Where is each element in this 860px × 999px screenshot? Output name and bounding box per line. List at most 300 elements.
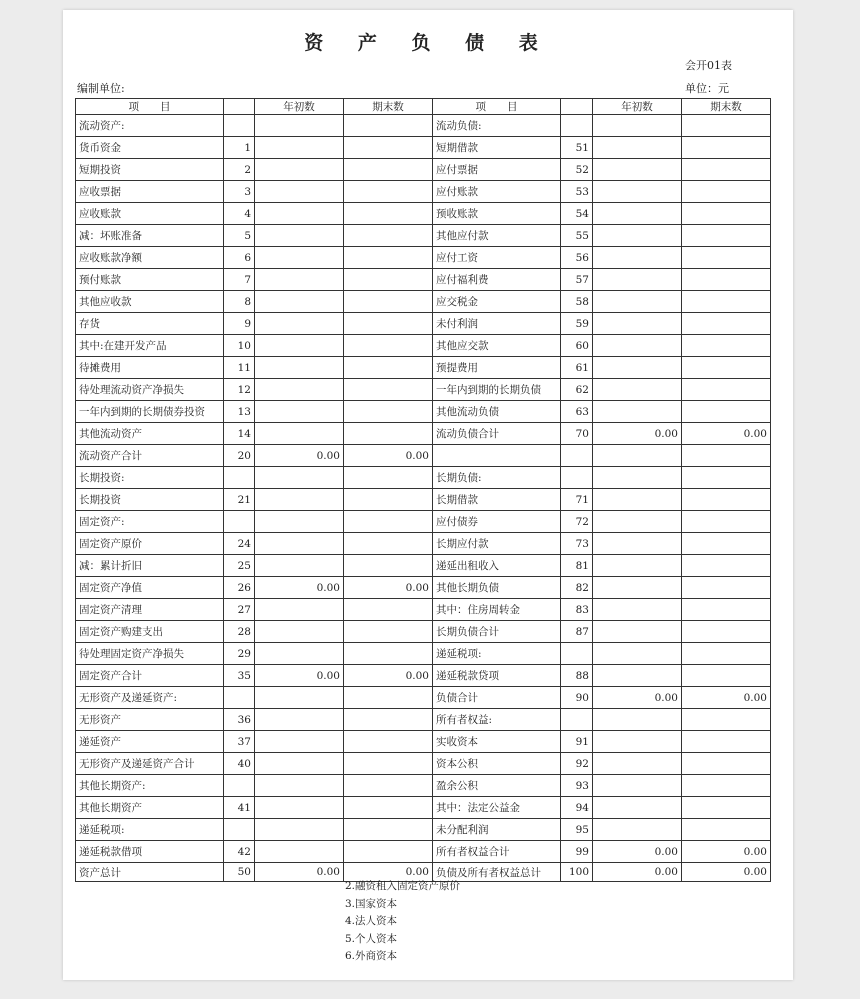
left-begin-amount-cell <box>255 797 344 819</box>
right-begin-amount-cell <box>593 555 682 577</box>
left-item-cell: 流动资产: <box>76 115 224 137</box>
left-item-cell: 一年内到期的长期债券投资 <box>76 401 224 423</box>
left-item-cell: 预付账款 <box>76 269 224 291</box>
left-item-cell: 其他流动资产 <box>76 423 224 445</box>
left-begin-amount-cell <box>255 489 344 511</box>
right-begin-amount-cell <box>593 247 682 269</box>
right-end-amount-cell <box>682 731 771 753</box>
right-end-amount-cell <box>682 247 771 269</box>
left-end-amount-cell <box>344 489 433 511</box>
left-item-cell: 其他应收款 <box>76 291 224 313</box>
left-end-amount-cell: 0.00 <box>344 863 433 882</box>
table-row <box>76 709 771 731</box>
left-line-no-cell: 9 <box>224 313 255 335</box>
left-item-cell: 减：坏账准备 <box>76 225 224 247</box>
right-begin-amount-cell: 0.00 <box>593 841 682 863</box>
form-number: 会开01表 <box>685 59 732 72</box>
left-line-no-cell: 25 <box>224 555 255 577</box>
left-item-cell: 固定资产合计 <box>76 665 224 687</box>
left-end-amount-cell: 0.00 <box>344 445 433 467</box>
right-item-cell: 应付福利费 <box>433 269 561 291</box>
right-end-amount-cell <box>682 709 771 731</box>
left-line-no-cell: 4 <box>224 203 255 225</box>
left-line-no-cell: 29 <box>224 643 255 665</box>
right-end-amount-cell <box>682 313 771 335</box>
left-item-cell: 待摊费用 <box>76 357 224 379</box>
left-line-no-cell: 42 <box>224 841 255 863</box>
left-item-cell: 长期投资 <box>76 489 224 511</box>
left-end-amount-cell <box>344 797 433 819</box>
right-begin-amount-cell <box>593 665 682 687</box>
right-begin-amount-cell <box>593 401 682 423</box>
note-line: 6.外商资本 <box>345 950 398 963</box>
left-item-cell: 固定资产: <box>76 511 224 533</box>
left-item-cell: 短期投资 <box>76 159 224 181</box>
right-item-cell: 应付工资 <box>433 247 561 269</box>
left-line-no-cell: 5 <box>224 225 255 247</box>
right-item-cell: 流动负债合计 <box>433 423 561 445</box>
right-end-amount-cell <box>682 181 771 203</box>
left-item-cell: 流动资产合计 <box>76 445 224 467</box>
table-row <box>76 621 771 643</box>
right-begin-amount-cell <box>593 379 682 401</box>
right-begin-amount-cell <box>593 775 682 797</box>
left-end-amount-cell <box>344 247 433 269</box>
table-row <box>76 137 771 159</box>
right-item-cell: 长期负债合计 <box>433 621 561 643</box>
left-begin-amount-cell <box>255 511 344 533</box>
right-end-amount-cell <box>682 797 771 819</box>
left-end-amount-cell <box>344 203 433 225</box>
table-row <box>76 555 771 577</box>
left-begin-amount-cell <box>255 137 344 159</box>
left-end-amount-cell <box>344 467 433 489</box>
left-begin-amount-cell <box>255 181 344 203</box>
right-begin-amount-cell <box>593 731 682 753</box>
left-end-amount-cell <box>344 753 433 775</box>
table-row <box>76 775 771 797</box>
right-begin-amount-cell <box>593 335 682 357</box>
table-row <box>76 665 771 687</box>
right-line-no-cell: 58 <box>561 291 593 313</box>
left-begin-amount-cell <box>255 115 344 137</box>
left-item-cell: 应收账款净额 <box>76 247 224 269</box>
left-end-amount-cell <box>344 511 433 533</box>
header-right-line <box>561 99 593 115</box>
table-row <box>76 379 771 401</box>
left-end-amount-cell <box>344 225 433 247</box>
left-begin-amount-cell <box>255 687 344 709</box>
right-line-no-cell: 93 <box>561 775 593 797</box>
header-right-item: 项 目 <box>433 99 561 115</box>
left-line-no-cell <box>224 511 255 533</box>
left-end-amount-cell: 0.00 <box>344 577 433 599</box>
note-line: 2.融资租入固定资产原价 <box>345 880 461 892</box>
balance-sheet-page <box>63 10 793 980</box>
table-row <box>76 643 771 665</box>
table-row <box>76 819 771 841</box>
right-end-amount-cell <box>682 511 771 533</box>
left-end-amount-cell <box>344 269 433 291</box>
right-end-amount-cell <box>682 225 771 247</box>
right-item-cell: 短期借款 <box>433 137 561 159</box>
right-begin-amount-cell <box>593 269 682 291</box>
left-line-no-cell: 2 <box>224 159 255 181</box>
left-begin-amount-cell <box>255 841 344 863</box>
table-row <box>76 533 771 555</box>
right-item-cell: 负债及所有者权益总计 <box>433 863 561 882</box>
right-end-amount-cell <box>682 665 771 687</box>
right-line-no-cell: 99 <box>561 841 593 863</box>
left-line-no-cell: 1 <box>224 137 255 159</box>
right-item-cell: 其中：住房周转金 <box>433 599 561 621</box>
right-end-amount-cell <box>682 753 771 775</box>
table-row <box>76 445 771 467</box>
right-end-amount-cell: 0.00 <box>682 863 771 882</box>
left-end-amount-cell <box>344 643 433 665</box>
left-line-no-cell: 14 <box>224 423 255 445</box>
table-row <box>76 313 771 335</box>
right-item-cell: 预提费用 <box>433 357 561 379</box>
right-item-cell: 一年内到期的长期负债 <box>433 379 561 401</box>
right-item-cell: 未付利润 <box>433 313 561 335</box>
right-begin-amount-cell <box>593 709 682 731</box>
left-begin-amount-cell: 0.00 <box>255 863 344 882</box>
left-end-amount-cell: 0.00 <box>344 665 433 687</box>
right-line-no-cell: 87 <box>561 621 593 643</box>
left-line-no-cell <box>224 819 255 841</box>
right-begin-amount-cell: 0.00 <box>593 863 682 882</box>
left-end-amount-cell <box>344 533 433 555</box>
right-line-no-cell: 82 <box>561 577 593 599</box>
right-line-no-cell: 88 <box>561 665 593 687</box>
right-item-cell: 负债合计 <box>433 687 561 709</box>
right-item-cell: 递延税项: <box>433 643 561 665</box>
left-line-no-cell <box>224 115 255 137</box>
left-item-cell: 固定资产净值 <box>76 577 224 599</box>
right-line-no-cell: 71 <box>561 489 593 511</box>
left-item-cell: 无形资产 <box>76 709 224 731</box>
right-item-cell: 盈余公积 <box>433 775 561 797</box>
right-begin-amount-cell <box>593 225 682 247</box>
right-line-no-cell: 92 <box>561 753 593 775</box>
left-begin-amount-cell <box>255 731 344 753</box>
left-item-cell: 其中:在建开发产品 <box>76 335 224 357</box>
right-begin-amount-cell <box>593 467 682 489</box>
left-item-cell: 应收票据 <box>76 181 224 203</box>
left-line-no-cell: 24 <box>224 533 255 555</box>
left-line-no-cell: 13 <box>224 401 255 423</box>
right-end-amount-cell <box>682 291 771 313</box>
left-line-no-cell: 7 <box>224 269 255 291</box>
right-item-cell: 递延出租收入 <box>433 555 561 577</box>
table-row <box>76 203 771 225</box>
right-begin-amount-cell <box>593 621 682 643</box>
right-begin-amount-cell <box>593 577 682 599</box>
left-line-no-cell: 11 <box>224 357 255 379</box>
left-item-cell: 无形资产及递延资产: <box>76 687 224 709</box>
right-line-no-cell: 63 <box>561 401 593 423</box>
right-begin-amount-cell <box>593 115 682 137</box>
left-begin-amount-cell <box>255 401 344 423</box>
left-line-no-cell <box>224 687 255 709</box>
right-line-no-cell: 90 <box>561 687 593 709</box>
left-begin-amount-cell <box>255 709 344 731</box>
left-end-amount-cell <box>344 819 433 841</box>
left-end-amount-cell <box>344 687 433 709</box>
header-left-item: 项 目 <box>76 99 224 115</box>
right-begin-amount-cell <box>593 203 682 225</box>
right-item-cell: 递延税款贷项 <box>433 665 561 687</box>
left-begin-amount-cell <box>255 555 344 577</box>
left-begin-amount-cell <box>255 313 344 335</box>
right-end-amount-cell <box>682 379 771 401</box>
left-line-no-cell: 21 <box>224 489 255 511</box>
left-line-no-cell: 36 <box>224 709 255 731</box>
left-end-amount-cell <box>344 621 433 643</box>
right-end-amount-cell <box>682 577 771 599</box>
left-begin-amount-cell <box>255 225 344 247</box>
right-item-cell: 应交税金 <box>433 291 561 313</box>
header-right-begin: 年初数 <box>593 99 682 115</box>
left-item-cell: 应收账款 <box>76 203 224 225</box>
right-end-amount-cell <box>682 335 771 357</box>
left-end-amount-cell <box>344 555 433 577</box>
table-row <box>76 159 771 181</box>
left-item-cell: 货币资金 <box>76 137 224 159</box>
left-item-cell: 存货 <box>76 313 224 335</box>
right-line-no-cell <box>561 643 593 665</box>
right-item-cell: 其他长期负债 <box>433 577 561 599</box>
right-line-no-cell <box>561 709 593 731</box>
right-line-no-cell: 72 <box>561 511 593 533</box>
left-item-cell: 无形资产及递延资产合计 <box>76 753 224 775</box>
left-begin-amount-cell: 0.00 <box>255 665 344 687</box>
right-item-cell: 长期负债: <box>433 467 561 489</box>
header-left-begin: 年初数 <box>255 99 344 115</box>
left-item-cell: 其他长期资产 <box>76 797 224 819</box>
left-line-no-cell: 50 <box>224 863 255 882</box>
table-row <box>76 269 771 291</box>
left-end-amount-cell <box>344 335 433 357</box>
left-end-amount-cell <box>344 357 433 379</box>
left-end-amount-cell <box>344 775 433 797</box>
right-end-amount-cell <box>682 203 771 225</box>
right-item-cell <box>433 445 561 467</box>
right-end-amount-cell <box>682 533 771 555</box>
table-row <box>76 599 771 621</box>
table-row <box>76 753 771 775</box>
left-end-amount-cell <box>344 423 433 445</box>
right-end-amount-cell <box>682 445 771 467</box>
right-begin-amount-cell <box>593 533 682 555</box>
table-row <box>76 423 771 445</box>
right-item-cell: 应付债券 <box>433 511 561 533</box>
right-line-no-cell: 61 <box>561 357 593 379</box>
left-line-no-cell <box>224 467 255 489</box>
left-item-cell: 长期投资: <box>76 467 224 489</box>
right-end-amount-cell <box>682 357 771 379</box>
left-line-no-cell: 27 <box>224 599 255 621</box>
right-line-no-cell: 54 <box>561 203 593 225</box>
left-begin-amount-cell <box>255 621 344 643</box>
right-begin-amount-cell <box>593 643 682 665</box>
supplementary-notes <box>345 878 460 966</box>
left-begin-amount-cell <box>255 335 344 357</box>
left-begin-amount-cell <box>255 247 344 269</box>
right-end-amount-cell <box>682 115 771 137</box>
left-line-no-cell: 35 <box>224 665 255 687</box>
right-item-cell: 其他应交款 <box>433 335 561 357</box>
table-row <box>76 489 771 511</box>
header-left-end: 期末数 <box>344 99 433 115</box>
right-item-cell: 流动负债: <box>433 115 561 137</box>
note-line: 4.法人资本 <box>345 915 398 928</box>
left-begin-amount-cell <box>255 643 344 665</box>
table-body <box>76 115 771 882</box>
right-end-amount-cell <box>682 643 771 665</box>
left-item-cell: 减：累计折旧 <box>76 555 224 577</box>
left-begin-amount-cell <box>255 357 344 379</box>
left-begin-amount-cell <box>255 203 344 225</box>
right-line-no-cell: 55 <box>561 225 593 247</box>
right-begin-amount-cell <box>593 357 682 379</box>
right-begin-amount-cell <box>593 753 682 775</box>
table-row <box>76 797 771 819</box>
left-item-cell: 递延资产 <box>76 731 224 753</box>
left-line-no-cell: 3 <box>224 181 255 203</box>
right-item-cell: 应付账款 <box>433 181 561 203</box>
left-line-no-cell: 37 <box>224 731 255 753</box>
right-item-cell: 长期应付款 <box>433 533 561 555</box>
right-end-amount-cell: 0.00 <box>682 687 771 709</box>
left-begin-amount-cell <box>255 599 344 621</box>
right-end-amount-cell <box>682 621 771 643</box>
left-end-amount-cell <box>344 379 433 401</box>
left-end-amount-cell <box>344 137 433 159</box>
left-item-cell: 资产总计 <box>76 863 224 882</box>
currency-unit: 单位：元 <box>685 82 729 95</box>
right-line-no-cell: 53 <box>561 181 593 203</box>
table-row <box>76 511 771 533</box>
right-end-amount-cell: 0.00 <box>682 841 771 863</box>
right-end-amount-cell <box>682 401 771 423</box>
balance-sheet-table <box>75 98 771 882</box>
right-item-cell: 所有者权益合计 <box>433 841 561 863</box>
right-item-cell: 长期借款 <box>433 489 561 511</box>
left-line-no-cell <box>224 775 255 797</box>
right-line-no-cell: 94 <box>561 797 593 819</box>
table-row <box>76 841 771 863</box>
right-begin-amount-cell <box>593 137 682 159</box>
right-end-amount-cell <box>682 269 771 291</box>
left-end-amount-cell <box>344 159 433 181</box>
table-row <box>76 731 771 753</box>
right-begin-amount-cell <box>593 797 682 819</box>
right-begin-amount-cell <box>593 313 682 335</box>
right-line-no-cell: 81 <box>561 555 593 577</box>
table-row <box>76 225 771 247</box>
right-begin-amount-cell <box>593 599 682 621</box>
left-end-amount-cell <box>344 731 433 753</box>
left-begin-amount-cell <box>255 269 344 291</box>
left-line-no-cell: 28 <box>224 621 255 643</box>
table-row <box>76 335 771 357</box>
right-item-cell: 其中：法定公益金 <box>433 797 561 819</box>
left-end-amount-cell <box>344 313 433 335</box>
right-item-cell: 应付票据 <box>433 159 561 181</box>
left-line-no-cell: 8 <box>224 291 255 313</box>
right-line-no-cell: 59 <box>561 313 593 335</box>
right-line-no-cell: 91 <box>561 731 593 753</box>
prepared-by-label: 编制单位: <box>77 82 125 95</box>
page-title: 资 产 负 债 表 <box>304 32 552 54</box>
left-begin-amount-cell: 0.00 <box>255 577 344 599</box>
left-begin-amount-cell <box>255 819 344 841</box>
left-line-no-cell: 20 <box>224 445 255 467</box>
right-begin-amount-cell: 0.00 <box>593 423 682 445</box>
left-end-amount-cell <box>344 181 433 203</box>
right-begin-amount-cell <box>593 291 682 313</box>
right-begin-amount-cell <box>593 181 682 203</box>
left-line-no-cell: 10 <box>224 335 255 357</box>
right-line-no-cell: 70 <box>561 423 593 445</box>
left-end-amount-cell <box>344 841 433 863</box>
right-line-no-cell <box>561 467 593 489</box>
right-begin-amount-cell <box>593 511 682 533</box>
table-row <box>76 467 771 489</box>
right-line-no-cell: 57 <box>561 269 593 291</box>
right-end-amount-cell <box>682 775 771 797</box>
left-begin-amount-cell <box>255 159 344 181</box>
note-line: 3.国家资本 <box>345 897 398 910</box>
left-item-cell: 固定资产清理 <box>76 599 224 621</box>
table-row <box>76 181 771 203</box>
right-item-cell: 资本公积 <box>433 753 561 775</box>
table-row <box>76 115 771 137</box>
right-item-cell: 所有者权益: <box>433 709 561 731</box>
right-begin-amount-cell: 0.00 <box>593 687 682 709</box>
left-end-amount-cell <box>344 115 433 137</box>
right-end-amount-cell <box>682 467 771 489</box>
table-row <box>76 687 771 709</box>
left-item-cell: 待处理流动资产净损失 <box>76 379 224 401</box>
left-begin-amount-cell <box>255 533 344 555</box>
right-line-no-cell: 51 <box>561 137 593 159</box>
left-item-cell: 递延税款借项 <box>76 841 224 863</box>
table-row <box>76 401 771 423</box>
table-row <box>76 291 771 313</box>
left-line-no-cell: 41 <box>224 797 255 819</box>
right-line-no-cell: 83 <box>561 599 593 621</box>
header-right-end: 期末数 <box>682 99 771 115</box>
right-item-cell: 预收账款 <box>433 203 561 225</box>
right-line-no-cell: 52 <box>561 159 593 181</box>
right-line-no-cell: 60 <box>561 335 593 357</box>
right-item-cell: 未分配利润 <box>433 819 561 841</box>
right-begin-amount-cell <box>593 159 682 181</box>
header-left-line <box>224 99 255 115</box>
left-end-amount-cell <box>344 291 433 313</box>
left-line-no-cell: 6 <box>224 247 255 269</box>
right-end-amount-cell <box>682 555 771 577</box>
left-end-amount-cell <box>344 401 433 423</box>
right-end-amount-cell: 0.00 <box>682 423 771 445</box>
left-item-cell: 固定资产原价 <box>76 533 224 555</box>
left-end-amount-cell <box>344 709 433 731</box>
left-begin-amount-cell <box>255 423 344 445</box>
right-line-no-cell: 62 <box>561 379 593 401</box>
